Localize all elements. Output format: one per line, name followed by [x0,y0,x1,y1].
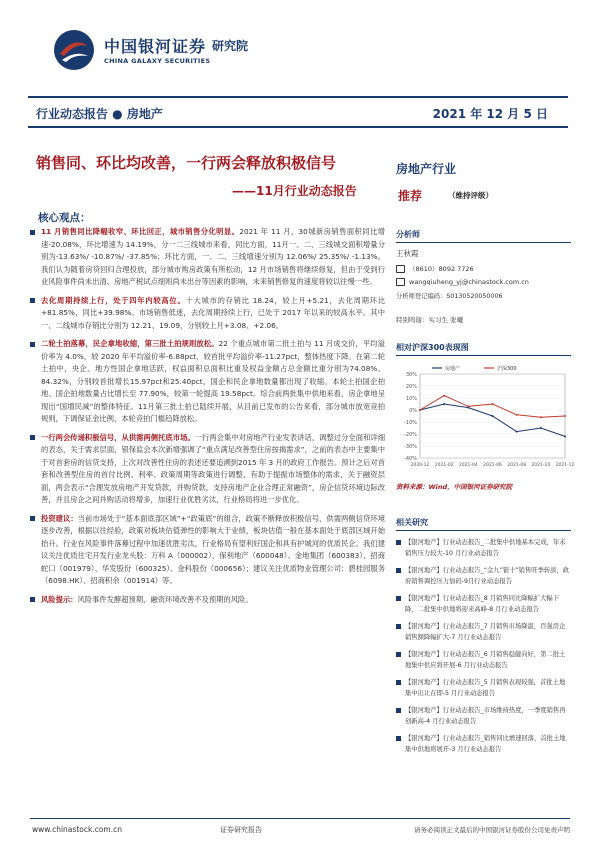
report-type: 行业动态报告 ● 房地产 [36,107,163,121]
core-views [30,226,385,612]
y-tick-label: -40% [404,456,417,462]
series-point [492,403,494,405]
report-title: 销售同、环比均改善，一行两会释放积极信号 [36,154,337,172]
footer-website[interactable]: www.chinastock.com.cn [32,825,122,834]
related-report-link[interactable]: 【银河地产】行业动态报告_5 月销售表现较强，首批土地集中出让在即-5 月行业动态报告 [396,677,571,699]
series-point [443,395,445,397]
point-lead: 投资建议： [41,513,78,523]
performance-chart [396,360,575,480]
special-thanks: 特别鸣谢：实习生 张曦 [396,316,464,324]
series-point [564,435,566,437]
x-tick-label: 2020-12 [410,463,430,468]
brand-research: 研究院 [212,39,249,53]
email-icon [396,278,405,286]
point-lead: 11 月销售同比降幅收窄、环比回正，城市销售分化明显。 [41,227,240,236]
series-point [540,427,542,429]
related-research [396,517,571,755]
phone-number: （8610）8092 7726 [409,265,474,273]
related-report-link[interactable]: 【银河地产】行业动态报告_“金九”银十”销售旺季转淡，政府销售调控压力加码-9月行业动态报告 [396,565,571,587]
series-point [467,405,469,407]
core-views-heading: 核心观点： [38,212,91,224]
related-heading: 相关研究 [396,517,571,531]
series-point [540,416,542,418]
report-date: 2021 年 12 月 5 日 [432,107,548,121]
x-tick-label: 2021-12 [555,463,575,468]
company-logo [52,28,262,72]
point-body: 十大城市的存销比 18.24，较上月+5.21，去化周期环比+81.85%，同比+39.98%。市场销售低迷，去化周期持续上行，已处于 2017 年以来的较高水平。其中一、二线城市存销比分别为 12.21、19.09，分别较上月+3.08、+2.06。 [41,295,385,330]
rating-note: （维持评级） [448,191,493,200]
related-report-link[interactable]: 【银河地产】行业动态报告_8 月销售同比降幅扩大幅下降，二批集中供地将迎来高峰-8 月行业动态报告 [396,593,571,615]
y-tick-label: 0% [409,408,417,414]
core-point [30,432,385,507]
sidebar [396,150,575,755]
series-point [443,403,445,405]
point-body: 当前市场处于“基本面底部区域”+“政策底”的组合，政策不断释放积极信号，供需两侧信贷环境逐步改善，根据以往经验，政策对板块估值弹性的影响大于业绩，板块估值一般在基本面处于底部区域开始抬升。行业在风险事件落幕过程中加速优胜劣汰，行业格局有望利好国企和具有护城河的优质民企。我们建议关注优质住宅开发行业龙头股：万科 A（000002）、保利地产（600048）、金地集团（600383）、招商蛇口（001979）、华发股份（600325）、金科股份（000656）；建议关注优质物业管理公司：碧桂园服务（6098.HK）、招商积余（001914）等。 [41,513,386,585]
report-header [28,96,568,128]
email-row [396,278,571,286]
email-address[interactable]: wangqiuheng_yj@chinastock.com.cn [409,278,529,286]
series-point [492,415,494,417]
x-tick-label: 2021-08 [507,463,527,468]
point-lead: 风险提示： [41,594,78,604]
related-report-link[interactable]: 【银河地产】行业动态报告_销售同比增速回落，首批土地集中供地将展开-3 月行业动态报告 [396,733,571,755]
analyst-heading: 分析师 [396,229,571,243]
y-tick-label: -30% [404,444,417,450]
y-tick-label: 30% [405,372,417,378]
brand-name-en: CHINA GALAXY SECURITIES [104,57,211,65]
point-lead: 二轮土拍落幕，民企拿地收缩，第三批土拍规则放松。 [41,339,219,348]
point-body: 2021 年 11 月，30城新房销售面积同比增速-20.08%，环比增速为 14.19%，分一二三线城市来看，同比方面，11月一、二、三线城交面积增量分别为-13.63%/ -10.87%/ -37.85%；环比方面，一、二、三线增速分别为 12.06%/ 25.35%/ -1.13%。我们认为随着房贷回归合理投放，部分城市购房政策有所松动，12 月市场销售将继续修复，但由于受到行业风险事件尚未出清、房地产税试点细则尚未出台等因素的影响，未来销售修复的速度将较以往慢一些。 [41,227,385,286]
core-point [30,295,385,333]
industry-name: 房地产行业 [396,162,457,176]
y-tick-label: -10% [404,420,417,426]
y-tick-label: -20% [404,432,417,438]
rating-row [396,187,571,207]
point-body: 一行两会集中对房地产行业发表讲话，调整过分全面和详细的表态，关于需求层面，银保监会本次新增强调了“重点满足改善型住房按揭需求”，之前的表态中主要集中于对首套房的信贷支持，上次对改善性住房的表述还要追溯到2015 年 3 月的政府工作报告。预计之后对首套和改善型住房的首付比例、利率、政策周期等政策进行调整，有助于提振市场整体的需求，关于融资层面，两会表示“合理发放房地产开发贷款，并购贷款，支持房地产企业合理正常融资”，房企信贷环境边际改善，并且房企之间并购活动将增多，加速行业优胜劣汰，行业格局将进一步优化。 [41,432,386,504]
y-tick-label: 10% [405,396,417,402]
page-footer [30,818,570,838]
rating: 推荐 [398,189,423,203]
footer-disclaimer: 请务必阅读正文最后的中国银河证券股份公司免责声明 [414,826,570,834]
phone-icon [396,265,405,273]
analyst-registration: 分析师登记编码：S0130520050006 [396,293,503,300]
point-body: 22 个重点城市第二批土拍与 11 月成交价，平均溢价率为 4.0%，较 2020 年平均溢价率-6.88pct，较首批平均溢价率-11.27pct，整体热度下降。在第二轮土拍中，央企、地方性国企拿地活跃，权益面积总面积比重及权益金额占总金额比重分别为74.08%、84.32%，分别较首批增长15.97pct和25.40pct，国企和民企拿地数量都出现了收缩。本轮土拍国企拍地、国企拍地数量占比增长至 77.90%，较第一轮提高 19.58pct。综合前两批集中供地来看，房企拿地呈现出“国增民减”的整体特征。11月第三批土拍已陆续开展，从目前已发布的公告来看，部分城市放宽竞拍规则，下调保证金比例，本轮竞拍门槛趋降放松。 [41,339,386,423]
phone-row [396,264,571,273]
related-report-link[interactable]: 【银河地产】行业动态报告_6 月销售稳健向好，第二批土地集中供应将开展-6 月行业动态报告 [396,649,571,671]
report-subtitle: ——11月行业动态报告 [232,184,357,198]
series-point [516,414,518,416]
y-tick-label: 20% [405,384,417,390]
series-point [564,415,566,417]
galaxy-logo-icon [52,28,96,72]
series-point [516,431,518,433]
footer-center: 证券研究报告 [220,826,262,834]
performance-chart-block [396,342,575,491]
analyst-name: 王秋霞 [396,249,419,258]
series-line [420,404,565,436]
x-tick-label: 2021-06 [483,463,502,468]
legend-label: 房地产 [445,366,461,372]
chart-source: 资料来源：Wind，中国银河证券研究院 [396,483,513,491]
x-tick-label: 2021-04 [458,463,478,468]
x-tick-label: 2021-10 [531,463,551,468]
brand-name: 中国银河证券 [104,37,207,56]
analyst-block [396,229,571,324]
core-point [30,226,385,289]
series-point [419,409,421,411]
core-point [30,513,385,588]
related-report-link[interactable]: 【银河地产】行业动态报告_市场维持热度，一季度销售再创新高-4 月行业动态报告 [396,705,571,727]
x-tick-label: 2021-02 [434,463,454,468]
related-report-link[interactable]: 【银河地产】行业动态报告_二批集中供地基本完成，年末销售压力较大-10 月行业动态报告 [396,537,571,559]
core-point [30,338,385,426]
chart-heading: 相对沪深300表现图 [396,342,571,356]
legend-label: 沪深300 [497,366,517,372]
point-lead: 一行两会传递积极信号，从供需两侧托底市场。 [41,432,195,442]
point-lead: 去化周期持续上行，处于四年内较高位。 [41,295,186,305]
series-line [420,396,565,418]
point-body: 风险事件发酵超预期、融资环境改善不及预期的风险。 [77,594,253,604]
related-report-link[interactable]: 【银河地产】行业动态报告_7 月销售市场降温，百强房企销售额降幅扩大-7 月行业动态报告 [396,621,571,643]
core-point [30,594,385,607]
